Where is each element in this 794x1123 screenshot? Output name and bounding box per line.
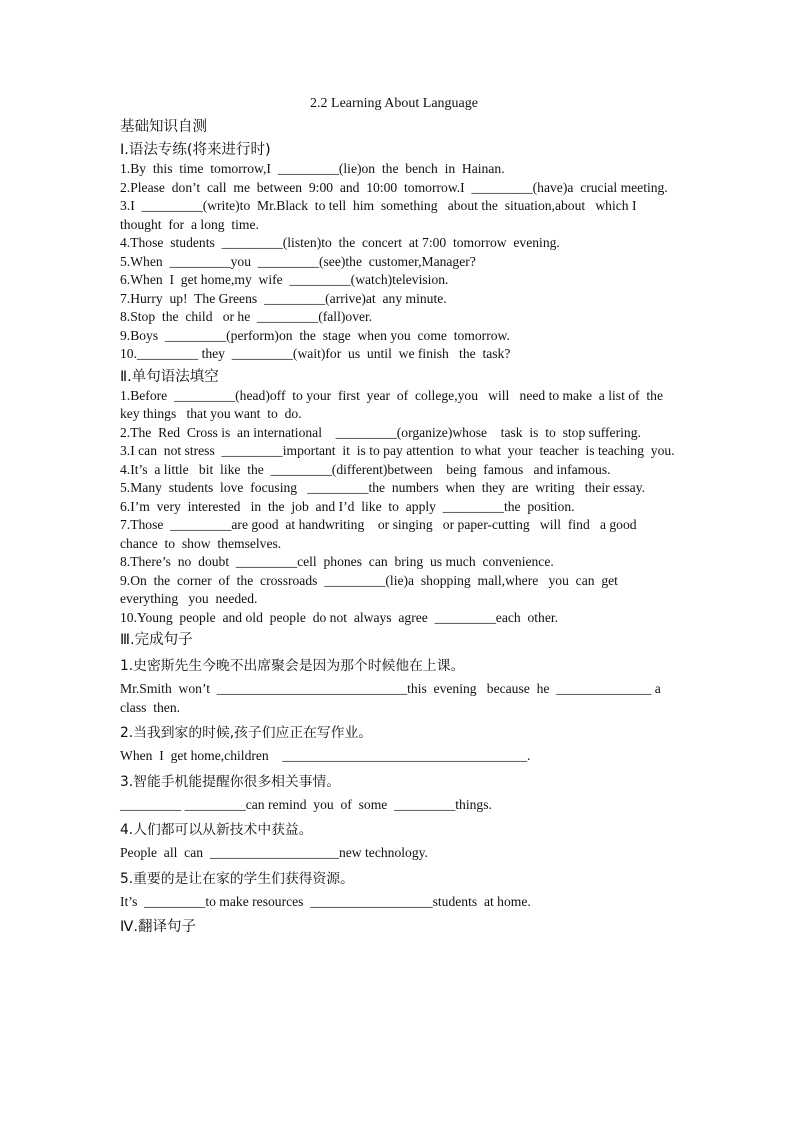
question-item: 9.Boys _________(perform)on the stage when you come tomorrow.: [120, 327, 510, 343]
question-item: 8.There’s no doubt _________cell phones can bring us much convenience.: [120, 554, 554, 569]
chinese-prompt: 2.当我到家的时候,孩子们应正在写作业。: [120, 725, 373, 741]
chinese-prompt: 1.史密斯先生今晚不出席聚会是因为那个时候他在上课。: [120, 658, 465, 674]
question-item: 2.The Red Cross is an international _________(organize)whose task is to stop suffering.: [120, 424, 641, 440]
answer-sentence: Mr.Smith won’t ____________________________this evening because he ______________ a class then.: [120, 681, 668, 715]
section-1-list: [120, 160, 676, 364]
section-3-label: Ⅲ.完成句子: [120, 632, 193, 648]
question-item: 5.Many students love focusing _________the numbers when they are writing their essay.: [120, 480, 646, 495]
section-4-label: Ⅳ.翻译句子: [120, 919, 196, 935]
question-item: 2.Please don’t call me between 9:00 and 10:00 tomorrow.I _________(have)a crucial meeting.: [120, 179, 668, 195]
question-item: 9.On the corner of the crossroads _________(lie)a shopping mall,where you can get everything you needed.: [120, 572, 622, 606]
question-item: 10.Young people and old people do not always agree _________each other.: [120, 609, 559, 625]
section-3-list: [120, 656, 676, 911]
question-item: 7.Those _________are good at handwriting or singing or paper-cutting will find a good chance to show themselves.: [120, 517, 640, 551]
question-item: 7.Hurry up! The Greens _________(arrive)at any minute.: [120, 290, 447, 306]
section-2-label: Ⅱ.单句语法填空: [120, 368, 219, 385]
question-item: 6.When I get home,my wife _________(watch)television.: [120, 272, 449, 287]
page-title: 2.2 Learning About Language: [310, 96, 478, 111]
question-item: 5.When _________you _________(see)the customer,Manager?: [120, 253, 476, 269]
question-item: 1.Before _________(head)off to your first year of college,you will need to make a list of the key things that you want to do.: [120, 387, 670, 421]
section-1-label: Ⅰ.语法专练(将来进行时): [120, 142, 271, 158]
question-item: 4.It’s a little bit like the _________(different)between being famous and infamous.: [120, 461, 611, 477]
question-item: 3.I _________(write)to Mr.Black to tell him something about the situation,about which I thought for a long time.: [120, 198, 640, 232]
answer-sentence: It’s _________to make resources __________________students at home.: [120, 893, 531, 909]
worksheet-content: [120, 117, 676, 937]
answer-sentence: When I get home,children ____________________________________.: [120, 748, 531, 763]
question-item: 3.I can not stress _________important it is to pay attention to what your teacher is teaching you.: [120, 443, 675, 458]
answer-sentence: _________ _________can remind you of some _________things.: [120, 796, 492, 812]
question-item: 10._________ they _________(wait)for us until we finish the task?: [120, 346, 511, 361]
section-2-list: [120, 387, 676, 628]
answer-sentence: People all can ___________________new technology.: [120, 845, 428, 860]
question-item: 8.Stop the child or he _________(fall)over.: [120, 309, 373, 324]
chinese-prompt: 5.重要的是让在家的学生们获得资源。: [120, 870, 354, 887]
question-item: 1.By this time tomorrow,I _________(lie)on the bench in Hainan.: [120, 161, 505, 176]
question-item: 6.I’m very interested in the job and I’d like to apply _________the position.: [120, 498, 575, 514]
chinese-prompt: 3.智能手机能提醒你很多相关事情。: [120, 773, 341, 790]
question-item: 4.Those students _________(listen)to the concert at 7:00 tomorrow evening.: [120, 235, 560, 250]
section-heading: 基础知识自测: [120, 119, 207, 135]
chinese-prompt: 4.人们都可以从新技术中获益。: [120, 822, 313, 838]
